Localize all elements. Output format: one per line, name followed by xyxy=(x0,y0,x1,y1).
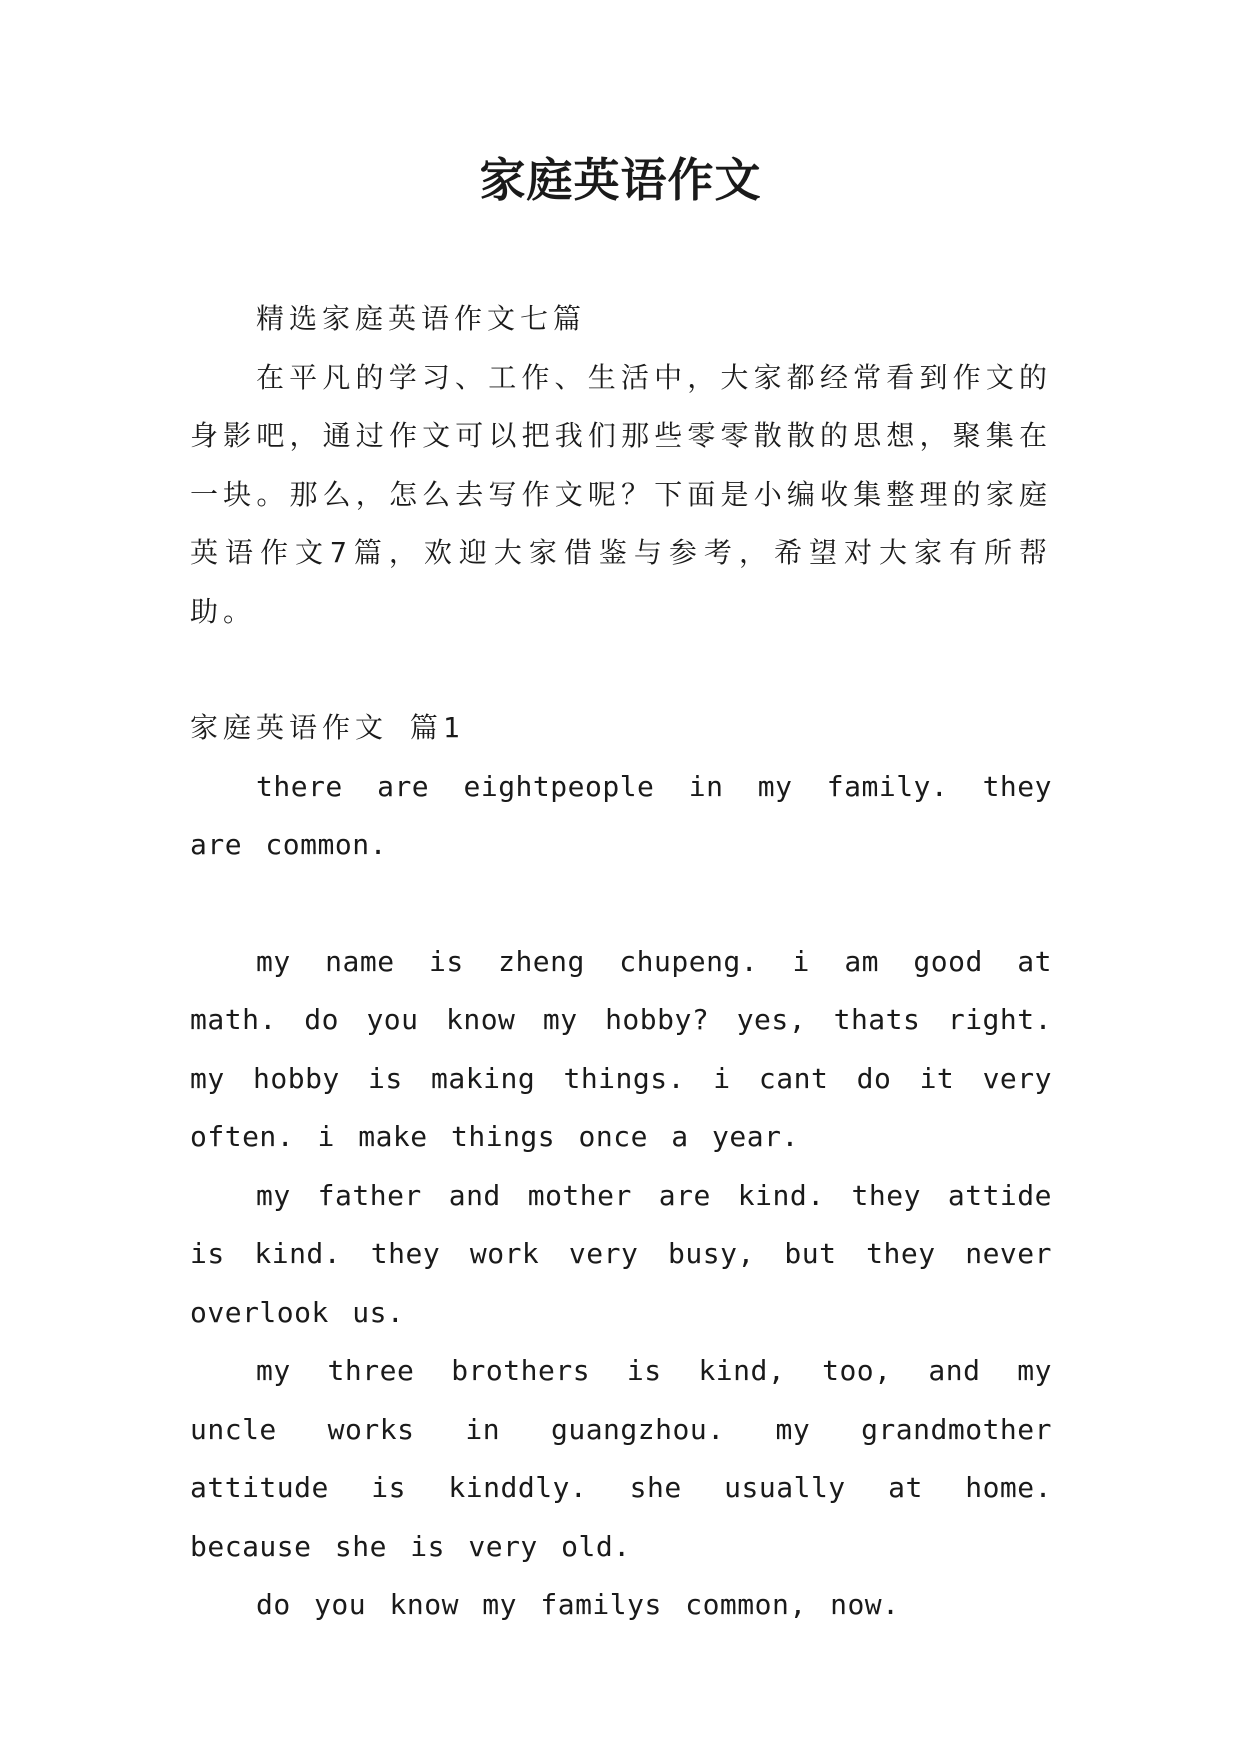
document-body xyxy=(190,290,1052,1635)
paragraph-2: my name is zheng chupeng. i am good at math. do you know my hobby? yes, thats right. my hobby is making things. i cant do it very often. i make things once a year. xyxy=(190,944,1052,1153)
paragraph-3: my father and mother are kind. they attide is kind. they work very busy, but they never overlook us. xyxy=(190,1178,1052,1329)
paragraph-4: my three brothers is kind, too, and my uncle works in guangzhou. my grandmother attitude is kinddly. she usually at home. because she is very old. xyxy=(190,1354,1052,1563)
document-title: 家庭英语作文 xyxy=(479,153,762,207)
intro-paragraph: 在平凡的学习、工作、生活中，大家都经常看到作文的身影吧，通过作文可以把我们那些零零散散的思想，聚集在一块。那么，怎么去写作文呢？下面是小编收集整理的家庭英语作文7篇，欢迎大家借鉴与参考，希望对大家有所帮助。 xyxy=(190,360,1052,628)
paragraph-5: do you know my familys common, now. xyxy=(256,1588,900,1621)
section-heading: 家庭英语作文 篇1 xyxy=(190,711,465,744)
subtitle: 精选家庭英语作文七篇 xyxy=(256,302,587,335)
paragraph-1: there are eightpeople in my family. they are common. xyxy=(190,769,1052,861)
